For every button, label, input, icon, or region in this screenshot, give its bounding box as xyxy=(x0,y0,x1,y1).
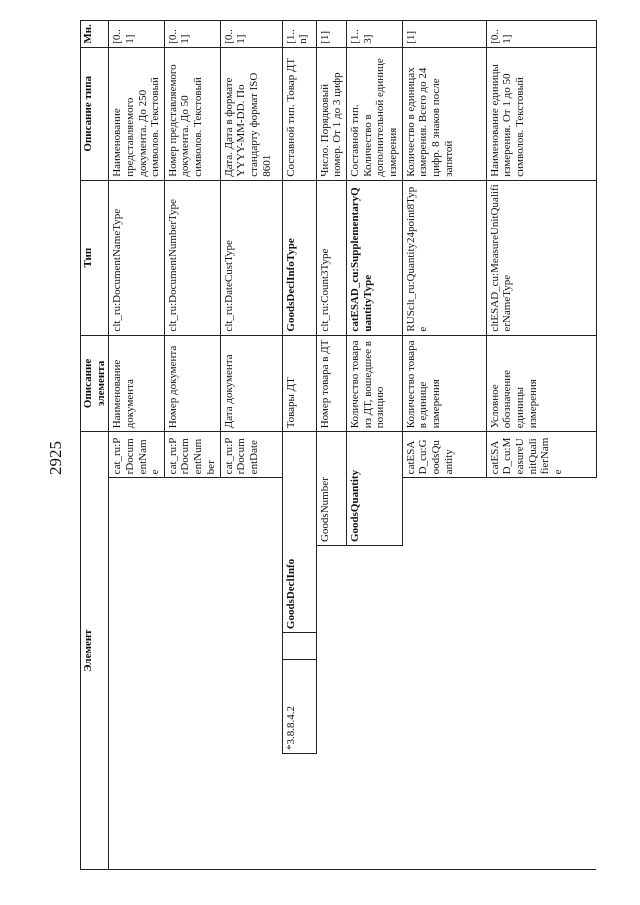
table-row xyxy=(316,21,346,870)
row-number: *3.8.8.4.2 xyxy=(282,659,316,753)
type-desc: Составной тип. Количество в дополнительной единице измерения xyxy=(347,47,403,180)
element-name: GoodsQuantity xyxy=(347,432,403,546)
element-desc: Количество товара в единице измерения xyxy=(402,335,486,432)
element-desc: Номер документа xyxy=(164,335,220,432)
rotated-table-container xyxy=(80,20,564,870)
element-desc: Дата документа xyxy=(220,335,282,432)
multiplicity: [1..n] xyxy=(282,21,316,48)
multiplicity: [0..1] xyxy=(486,21,596,48)
multiplicity: [1] xyxy=(402,21,486,48)
header-type-desc: Описание типа xyxy=(81,47,109,180)
header-type: Тип xyxy=(81,180,109,335)
element-type: RUSclt_ru:Quantity24point8Type xyxy=(402,180,486,335)
element-type: catESAD_cu:SupplementaryQuantityType xyxy=(347,180,403,335)
type-desc: Наименование единицы измерения. От 1 до 50 символов. Текстовый xyxy=(486,47,596,180)
header-element: Элемент xyxy=(81,432,109,870)
type-desc: Составной тип. Товар ДТ xyxy=(282,47,316,180)
element-desc: Наименование документа xyxy=(109,335,165,432)
multiplicity: [0..1] xyxy=(220,21,282,48)
table-row xyxy=(109,21,165,870)
element-type: clt_ru:DateCustType xyxy=(220,180,282,335)
element-type: clt_ru:DocumentNumberType xyxy=(164,180,220,335)
table-row xyxy=(347,21,403,870)
element-name: catESAD_cu:MeasureUnitQualifierName xyxy=(486,432,596,478)
table-header-row xyxy=(81,21,109,870)
header-element-desc: Описание элемента xyxy=(81,335,109,432)
multiplicity: [0..1] xyxy=(164,21,220,48)
type-desc: Количество в единицах измерения. Всего до 24 цифр. 8 знаков после запятой xyxy=(402,47,486,180)
type-desc: Номер представляемого документа. До 50 символов. Текстовый xyxy=(164,47,220,180)
type-desc: Наименование представляемого документа. До 250 символов. Текстовый xyxy=(109,47,165,180)
type-desc: Число. Порядковый номер. От 1 до 3 цифр xyxy=(316,47,346,180)
element-type: GoodsDeclInfoType xyxy=(282,180,316,335)
element-desc: Условное обозначение единицы измерения xyxy=(486,335,596,432)
element-type: clt_ru:DocumentNameType xyxy=(109,180,165,335)
table-row xyxy=(220,21,282,870)
table-row xyxy=(164,21,220,870)
page-number: 2925 xyxy=(46,441,65,475)
element-name: GoodsDeclInfo xyxy=(282,432,316,633)
table-row xyxy=(282,21,316,870)
element-desc: Номер товара в ДТ xyxy=(316,335,346,432)
element-type: clt_ru:Count3Type xyxy=(316,180,346,335)
element-desc: Количество товара из ДТ, вошедшее в позицию xyxy=(347,335,403,432)
elements-table xyxy=(80,20,597,870)
element-desc: Товары ДТ xyxy=(282,335,316,432)
table-row xyxy=(486,21,596,870)
element-name: catESAD_cu:GoodsQuantity xyxy=(402,432,486,478)
element-name: cat_ru:PrDocumentDate xyxy=(220,432,282,478)
multiplicity: [0..1] xyxy=(109,21,165,48)
multiplicity: [1..3] xyxy=(347,21,403,48)
type-desc: Дата. Дата в формате YYYY-MM-DD. По стандарту формат ISO 8601 xyxy=(220,47,282,180)
element-name: cat_ru:PrDocumentName xyxy=(109,432,165,478)
element-name: GoodsNumber xyxy=(316,432,346,546)
element-type: cltESAD_cu:MeasureUnitQualifierNameType xyxy=(486,180,596,335)
multiplicity: [1] xyxy=(316,21,346,48)
table-row xyxy=(402,21,486,870)
header-mn: Мн. xyxy=(81,21,109,48)
element-name: cat_ru:PrDocumentNumber xyxy=(164,432,220,478)
